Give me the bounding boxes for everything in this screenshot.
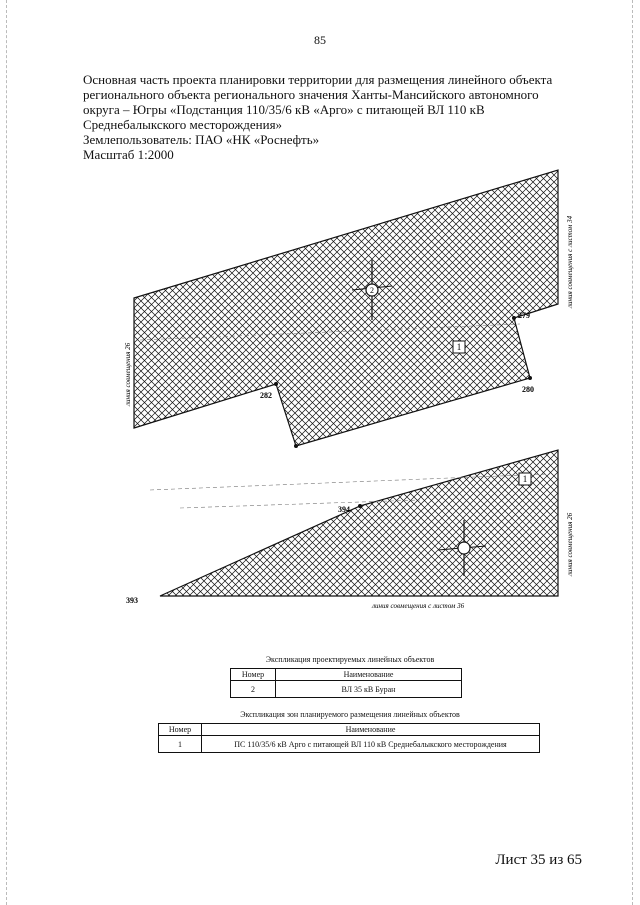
table1-cell: ВЛ 35 кВ Буран xyxy=(276,681,462,698)
point-label-279: 279 xyxy=(518,311,530,320)
bottom-label: линия совмещения с листом 36 xyxy=(372,602,465,610)
table2-caption: Экспликация зон планируемого размещения линейных объектов xyxy=(240,710,460,719)
table-row xyxy=(231,681,462,698)
side-label-right-top: линия совмещения с листом 34 xyxy=(566,215,574,308)
scale: Масштаб 1:2000 xyxy=(83,147,174,162)
table2-header-number: Номер xyxy=(159,724,202,736)
title-line: Основная часть проекта планировки территории для размещения линейного объекта xyxy=(83,72,553,87)
title-block xyxy=(83,72,583,162)
title-line: Среднебалыкского месторождения» xyxy=(83,117,283,132)
table2-header-name: Наименование xyxy=(202,724,540,736)
zones-table xyxy=(158,723,540,753)
side-label-right-bottom: линия совмещения 26 xyxy=(566,512,574,576)
projected-objects-table xyxy=(230,668,462,698)
planning-map xyxy=(120,168,580,613)
table2-cell: 1 xyxy=(159,736,202,753)
object-marker-label: 2 xyxy=(370,286,374,295)
point-label-393: 393 xyxy=(126,596,138,605)
sheet-label: Лист 35 из 65 xyxy=(495,852,582,868)
table1-header-number: Номер xyxy=(231,669,276,681)
zone-upper xyxy=(134,170,558,446)
point-label-394: 394 xyxy=(338,505,350,514)
object-marker-lower xyxy=(458,542,470,554)
zone-lower xyxy=(160,450,558,596)
table1-caption: Экспликация проектируемых линейных объектов xyxy=(265,655,435,664)
point-label-282: 282 xyxy=(260,391,272,400)
table1-cell: 2 xyxy=(231,681,276,698)
table-row xyxy=(159,736,540,753)
side-label-left: линия совмещения 26 xyxy=(124,342,132,406)
title-line: регионального объекта регионального значения Ханты-Мансийского автономного xyxy=(83,87,539,102)
zone-marker-label: 1 xyxy=(456,342,462,352)
zone-marker-lower-label: 1 xyxy=(522,474,528,484)
table2-cell: ПС 110/35/6 кВ Арго с питающей ВЛ 110 кВ Среднебалыкского месторождения xyxy=(202,736,540,753)
page-number: 85 xyxy=(314,33,326,47)
table1-header-name: Наименование xyxy=(276,669,462,681)
land-user: Землепользователь: ПАО «НК «Роснефть» xyxy=(83,132,320,147)
point-label-280: 280 xyxy=(522,385,534,394)
title-line: округа – Югры «Подстанция 110/35/6 кВ «Арго» с питающей ВЛ 110 кВ xyxy=(83,102,485,117)
